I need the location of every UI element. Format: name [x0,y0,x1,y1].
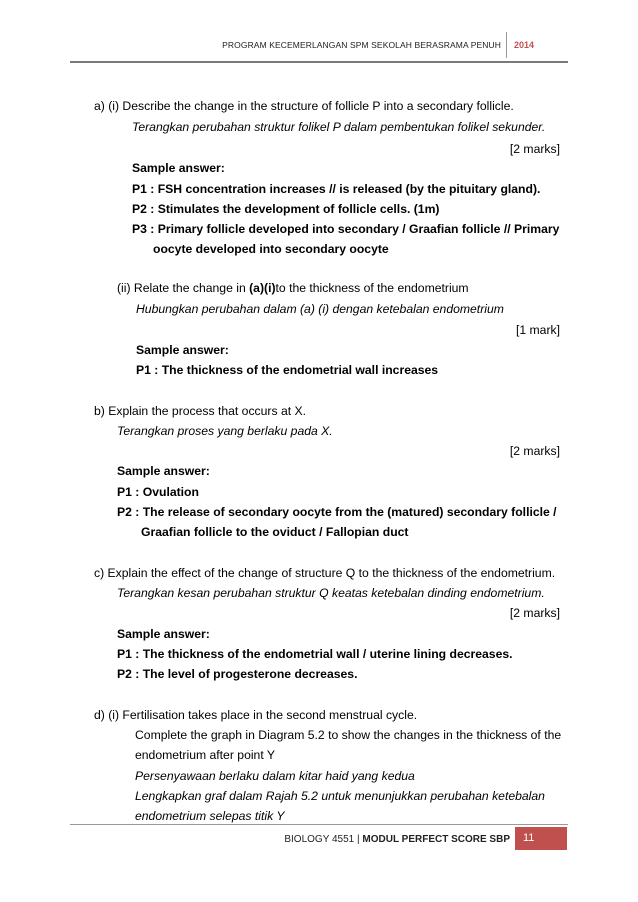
question-a-i: a) (i) Describe the change in the structure of follicle P into a secondary follicle. [94,99,514,113]
answer-a-i-p2: P2 : Stimulates the development of follicle cells. (1m) [132,202,440,216]
question-a-ii-malay: Hubungkan perubahan dalam (a) (i) dengan ketebalan endometrium [136,302,504,316]
answer-a-i-p1: P1 : FSH concentration increases // is released (by the pituitary gland). [132,182,541,196]
footer-module: MODUL PERFECT SCORE SBP [362,834,510,845]
answer-a-ii-p1: P1 : The thickness of the endometrial wall increases [136,363,439,377]
footer-subject: BIOLOGY 4551 [284,834,355,845]
question-d-i-line2: Complete the graph in Diagram 5.2 to show the changes in the thickness of the [135,728,562,742]
answer-b-p1: P1 : Ovulation [117,485,199,499]
question-d-i-line3: endometrium after point Y [135,748,276,762]
sample-answer-label: Sample answer: [117,627,210,641]
question-a-ii-ref: (a)(i) [249,281,276,295]
question-d-i-malay-1: Persenyawaan berlaku dalam kitar haid yang kedua [135,769,415,783]
question-d-i: d) (i) Fertilisation takes place in the second menstrual cycle. [94,708,418,722]
answer-c-p1: P1 : The thickness of the endometrial wall / uterine lining decreases. [117,647,513,661]
question-d-i-malay-3: endometrium selepas titik Y [135,809,285,823]
question-c-marks: [2 marks] [509,606,560,620]
question-c: c) Explain the effect of the change of structure Q to the thickness of the endometrium. [94,566,556,580]
footer-rule [70,824,568,825]
answer-b-p2: P2 : The release of secondary oocyte from the (matured) secondary follicle / [117,505,557,519]
question-b: b) Explain the process that occurs at X. [94,404,307,418]
answer-a-i-p3-cont: oocyte developed into secondary oocyte [153,242,389,256]
page-number: 11 [515,827,567,850]
answer-a-i-p3: P3 : Primary follicle developed into secondary / Graafian follicle // Primary [132,222,560,236]
question-b-marks: [2 marks] [509,444,560,458]
header-year: 2014 [514,40,535,50]
question-b-malay: Terangkan proses yang berlaku pada X. [117,424,333,438]
header-program-title: PROGRAM KECEMERLANGAN SPM SEKOLAH BERASRAMA PENUH [222,40,501,50]
sample-answer-label: Sample answer: [132,161,225,175]
header-rule [70,61,568,63]
sample-answer-label: Sample answer: [136,343,229,357]
question-a-i-marks: [2 marks] [509,142,560,156]
question-a-ii [117,280,469,296]
header-divider [506,32,507,58]
question-a-ii-marks: [1 mark] [515,323,560,337]
answer-b-p2-cont: Graafian follicle to the oviduct / Fallopian duct [141,525,409,539]
footer-title [284,834,510,845]
answer-c-p2: P2 : The level of progesterone decreases. [117,667,358,681]
question-a-i-malay: Terangkan perubahan struktur folikel P dalam pembentukan folikel sekunder. [132,120,546,134]
question-a-ii-text-post: to the thickness of the endometrium [275,281,469,295]
footer-separator: | [357,834,360,845]
question-a-ii-text-pre: (ii) Relate the change in [117,281,250,295]
question-c-malay: Terangkan kesan perubahan struktur Q keatas ketebalan dinding endometrium. [117,586,545,600]
sample-answer-label: Sample answer: [117,464,210,478]
question-d-i-malay-2: Lengkapkan graf dalam Rajah 5.2 untuk menunjukkan perubahan ketebalan [135,789,545,803]
